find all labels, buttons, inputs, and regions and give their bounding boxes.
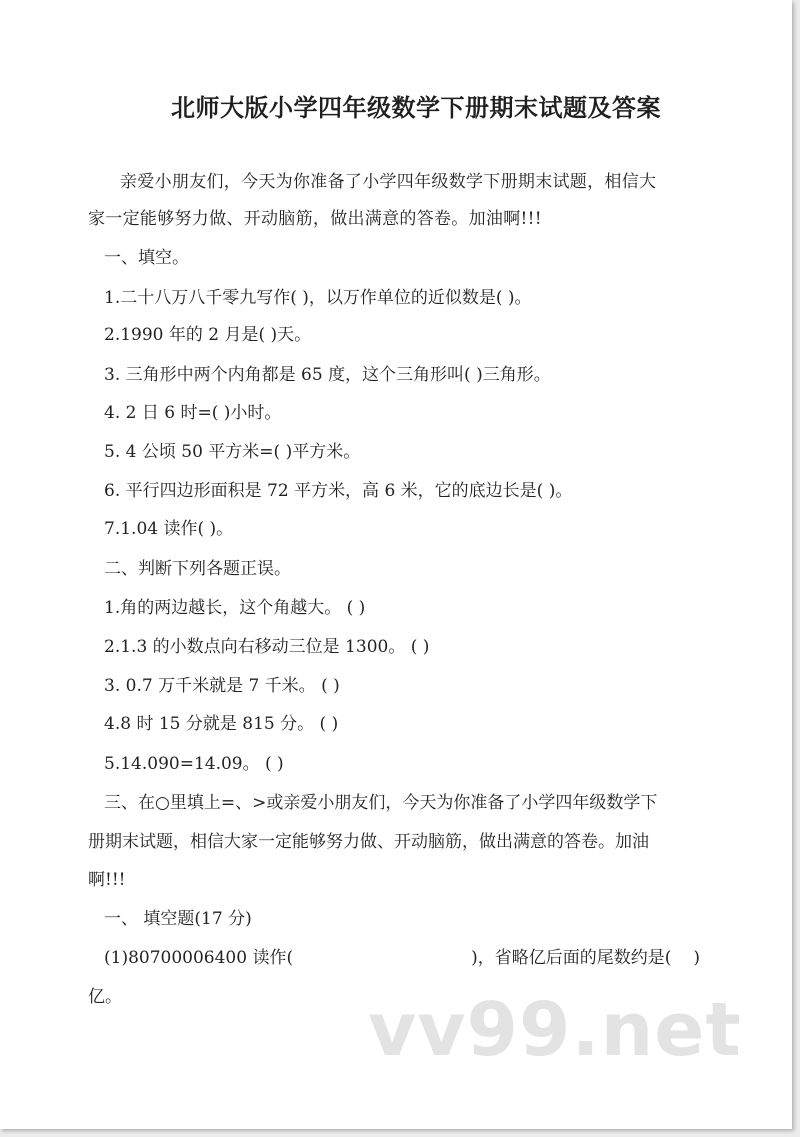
section-2-heading: 二、判断下列各题正误。	[104, 559, 291, 579]
question-2-3: 3. 0.7 万千米就是 7 千米。 ( )	[104, 676, 340, 696]
question-1-6: 6. 平行四边形面积是 72 平方米，高 6 米，它的底边长是( )。	[104, 481, 573, 501]
question-text-middle: )，省略亿后面的尾数约是(	[471, 948, 672, 968]
question-1-1: 1.二十八万八千零九写作( )，以万作单位的近似数是( )。	[104, 288, 532, 308]
question-2-5: 5.14.090=14.09。 ( )	[104, 754, 284, 774]
part-1-heading: 一、 填空题(17 分)	[104, 909, 252, 929]
question-1-4: 4. 2 日 6 时=( )小时。	[104, 403, 282, 423]
question-2-2: 2.1.3 的小数点向右移动三位是 1300。 ( )	[104, 637, 430, 657]
section-3-line-2: 册期末试题，相信大家一定能够努力做、开动脑筋，做出满意的答卷。加油	[88, 832, 649, 852]
question-text-start: (1)80700006400 读作(	[104, 948, 294, 968]
question-1-2: 2.1990 年的 2 月是( )天。	[104, 325, 312, 345]
watermark: vv99.net	[368, 987, 742, 1073]
section-3-line-3: 啊!!!	[88, 870, 126, 890]
question-text-end: )	[693, 948, 700, 968]
question-2-1: 1.角的两边越长，这个角越大。 ( )	[104, 598, 366, 618]
question-part-1-1	[104, 948, 700, 968]
question-part-1-1-continuation: 亿。	[88, 987, 122, 1007]
intro-line-2: 家一定能够努力做、开动脑筋，做出满意的答卷。加油啊!!!	[88, 209, 542, 229]
question-2-4: 4.8 时 15 分就是 815 分。 ( )	[104, 714, 339, 734]
question-1-5: 5. 4 公顷 50 平方米=( )平方米。	[104, 442, 361, 462]
section-1-heading: 一、填空。	[104, 248, 189, 268]
question-1-3: 3. 三角形中两个内角都是 65 度，这个三角形叫( )三角形。	[104, 365, 551, 385]
intro-line-1: 亲爱小朋友们，今天为你准备了小学四年级数学下册期末试题，相信大	[120, 172, 657, 192]
section-3-line-1: 三、在○里填上=、>或亲爱小朋友们，今天为你准备了小学四年级数学下	[104, 793, 658, 813]
question-1-7: 7.1.04 读作( )。	[104, 519, 234, 539]
document-title: 北师大版小学四年级数学下册期末试题及答案	[171, 94, 661, 122]
